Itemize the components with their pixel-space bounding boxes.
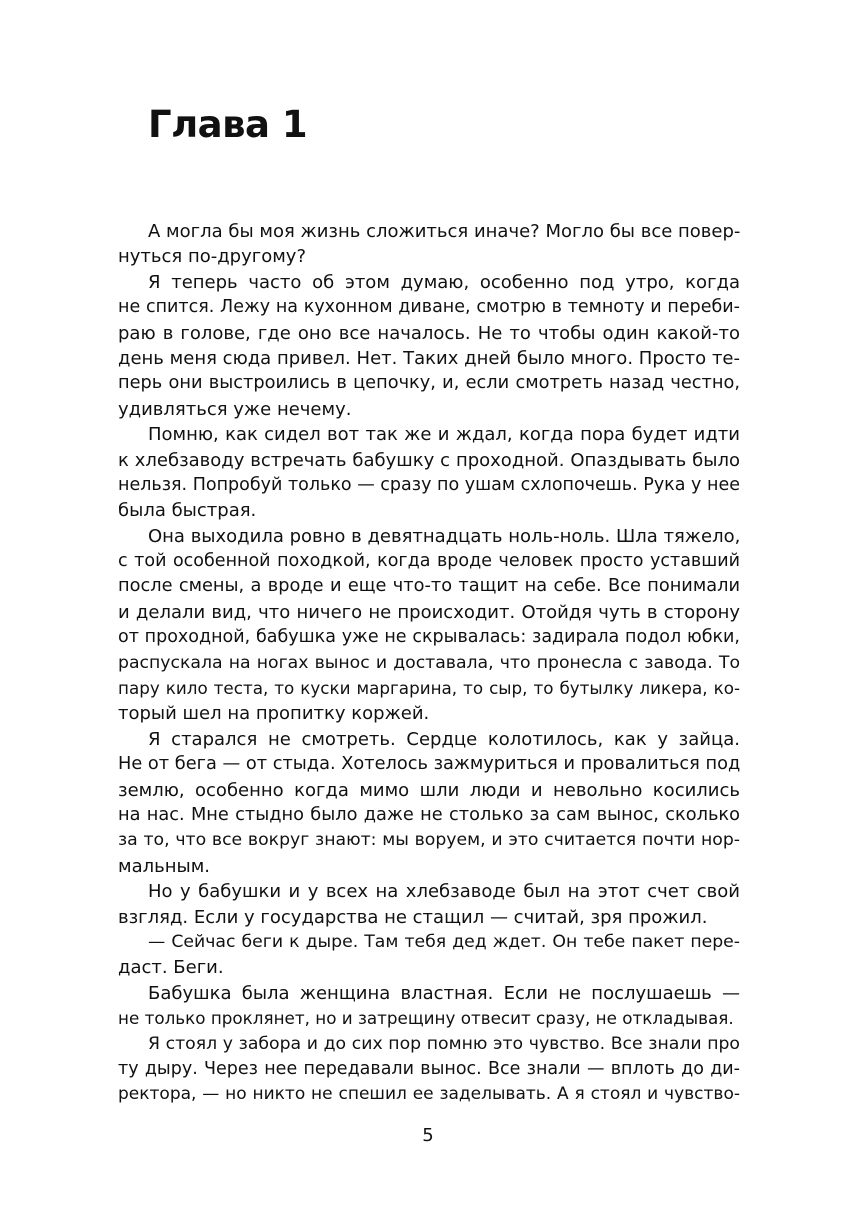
text-line: нельзя. Попробуй только — сразу по ушам схлопочешь. Рука у нее — [118, 474, 740, 495]
text-line: даст. Беги. — [118, 957, 224, 979]
text-line: торый шел на пропитку коржей. — [118, 703, 430, 725]
text-line: Я стоял у забора и до сих пор помню это чувство. Все знали про — [148, 1033, 740, 1054]
text-line: после смены, а вроде и еще что-то тащит на себе. Все понимали — [118, 576, 740, 597]
text-line: не только проклянет, но и затрещину отвесит сразу, не откладывая. — [118, 1008, 734, 1029]
text-line: мальным. — [118, 855, 211, 877]
text-line: Она выходила ровно в девятнадцать ноль-ноль. Шла тяжело, — [148, 525, 741, 547]
text-line: перь они выстроились в цепочку, и, если смотреть назад честно, — [118, 373, 740, 394]
text-line: от проходной, бабушка уже не скрывалась: задирала подол юбки, — [118, 627, 740, 648]
text-line: распускала на ногах вынос и доставала, что пронесла с завода. То — [118, 652, 740, 673]
text-line: день меня сюда привел. Нет. Таких дней было много. Просто те- — [118, 347, 740, 369]
text-line: А могла бы моя жизнь сложиться иначе? Могло бы все повер- — [148, 221, 741, 242]
text-line: нуться по-другому? — [118, 246, 307, 268]
text-line: Помню, как сидел вот так же и ждал, когда пора будет идти — [148, 424, 740, 446]
text-line: взгляд. Если у государства не стащил — считай, зря прожил. — [118, 906, 708, 928]
text-line: с той особенной походкой, когда вроде человек просто уставший — [118, 551, 740, 572]
text-line: не спится. Лежу на кухонном диване, смотрю в темноту и переби- — [118, 297, 740, 318]
text-line: Бабушка была женщина властная. Если не послушаешь — — [148, 982, 740, 1004]
text-line: Не от бега — от стыда. Хотелось зажмуриться и провалиться под — [118, 754, 741, 775]
text-line: была быстрая. — [118, 500, 257, 522]
text-line: и делали вид, что ничего не происходит. Отойдя чуть в сторону — [118, 601, 740, 623]
text-line: за то, что все вокруг знают: мы воруем, и это считается почти нор- — [118, 830, 740, 851]
text-line: — Сейчас беги к дыре. Там тебя дед ждет. Он тебе пакет пере- — [148, 931, 740, 952]
text-line: Я теперь часто об этом думаю, особенно под утро, когда — [148, 271, 740, 293]
body-text — [118, 219, 740, 1108]
chapter-title: Глава 1 — [148, 103, 308, 146]
text-line: землю, особенно когда мимо шли люди и невольно косились — [118, 779, 740, 801]
text-line: на нас. Мне стыдно было даже не столько за сам вынос, сколько — [118, 804, 740, 825]
text-line: раю в голове, где оно все началось. Не то чтобы один какой-то — [118, 322, 740, 344]
text-line: к хлебзаводу встречать бабушку с проходной. Опаздывать было — [118, 449, 740, 471]
page-number: 5 — [422, 1125, 434, 1146]
text-line: Но у бабушки и у всех на хлебзаводе был на этот счет свой — [148, 881, 740, 903]
text-line: ту дыру. Через нее передавали вынос. Все знали — вплоть до ди- — [118, 1058, 740, 1079]
text-line: ректора, — но никто не спешил ее заделывать. А я стоял и чувство- — [118, 1084, 740, 1105]
text-line: пару кило теста, то куски маргарина, то сыр, то бутылку ликера, ко- — [118, 678, 740, 699]
text-line: Я старался не смотреть. Сердце колотилось, как у зайца. — [148, 728, 740, 750]
text-line: удивляться уже нечему. — [118, 398, 352, 420]
